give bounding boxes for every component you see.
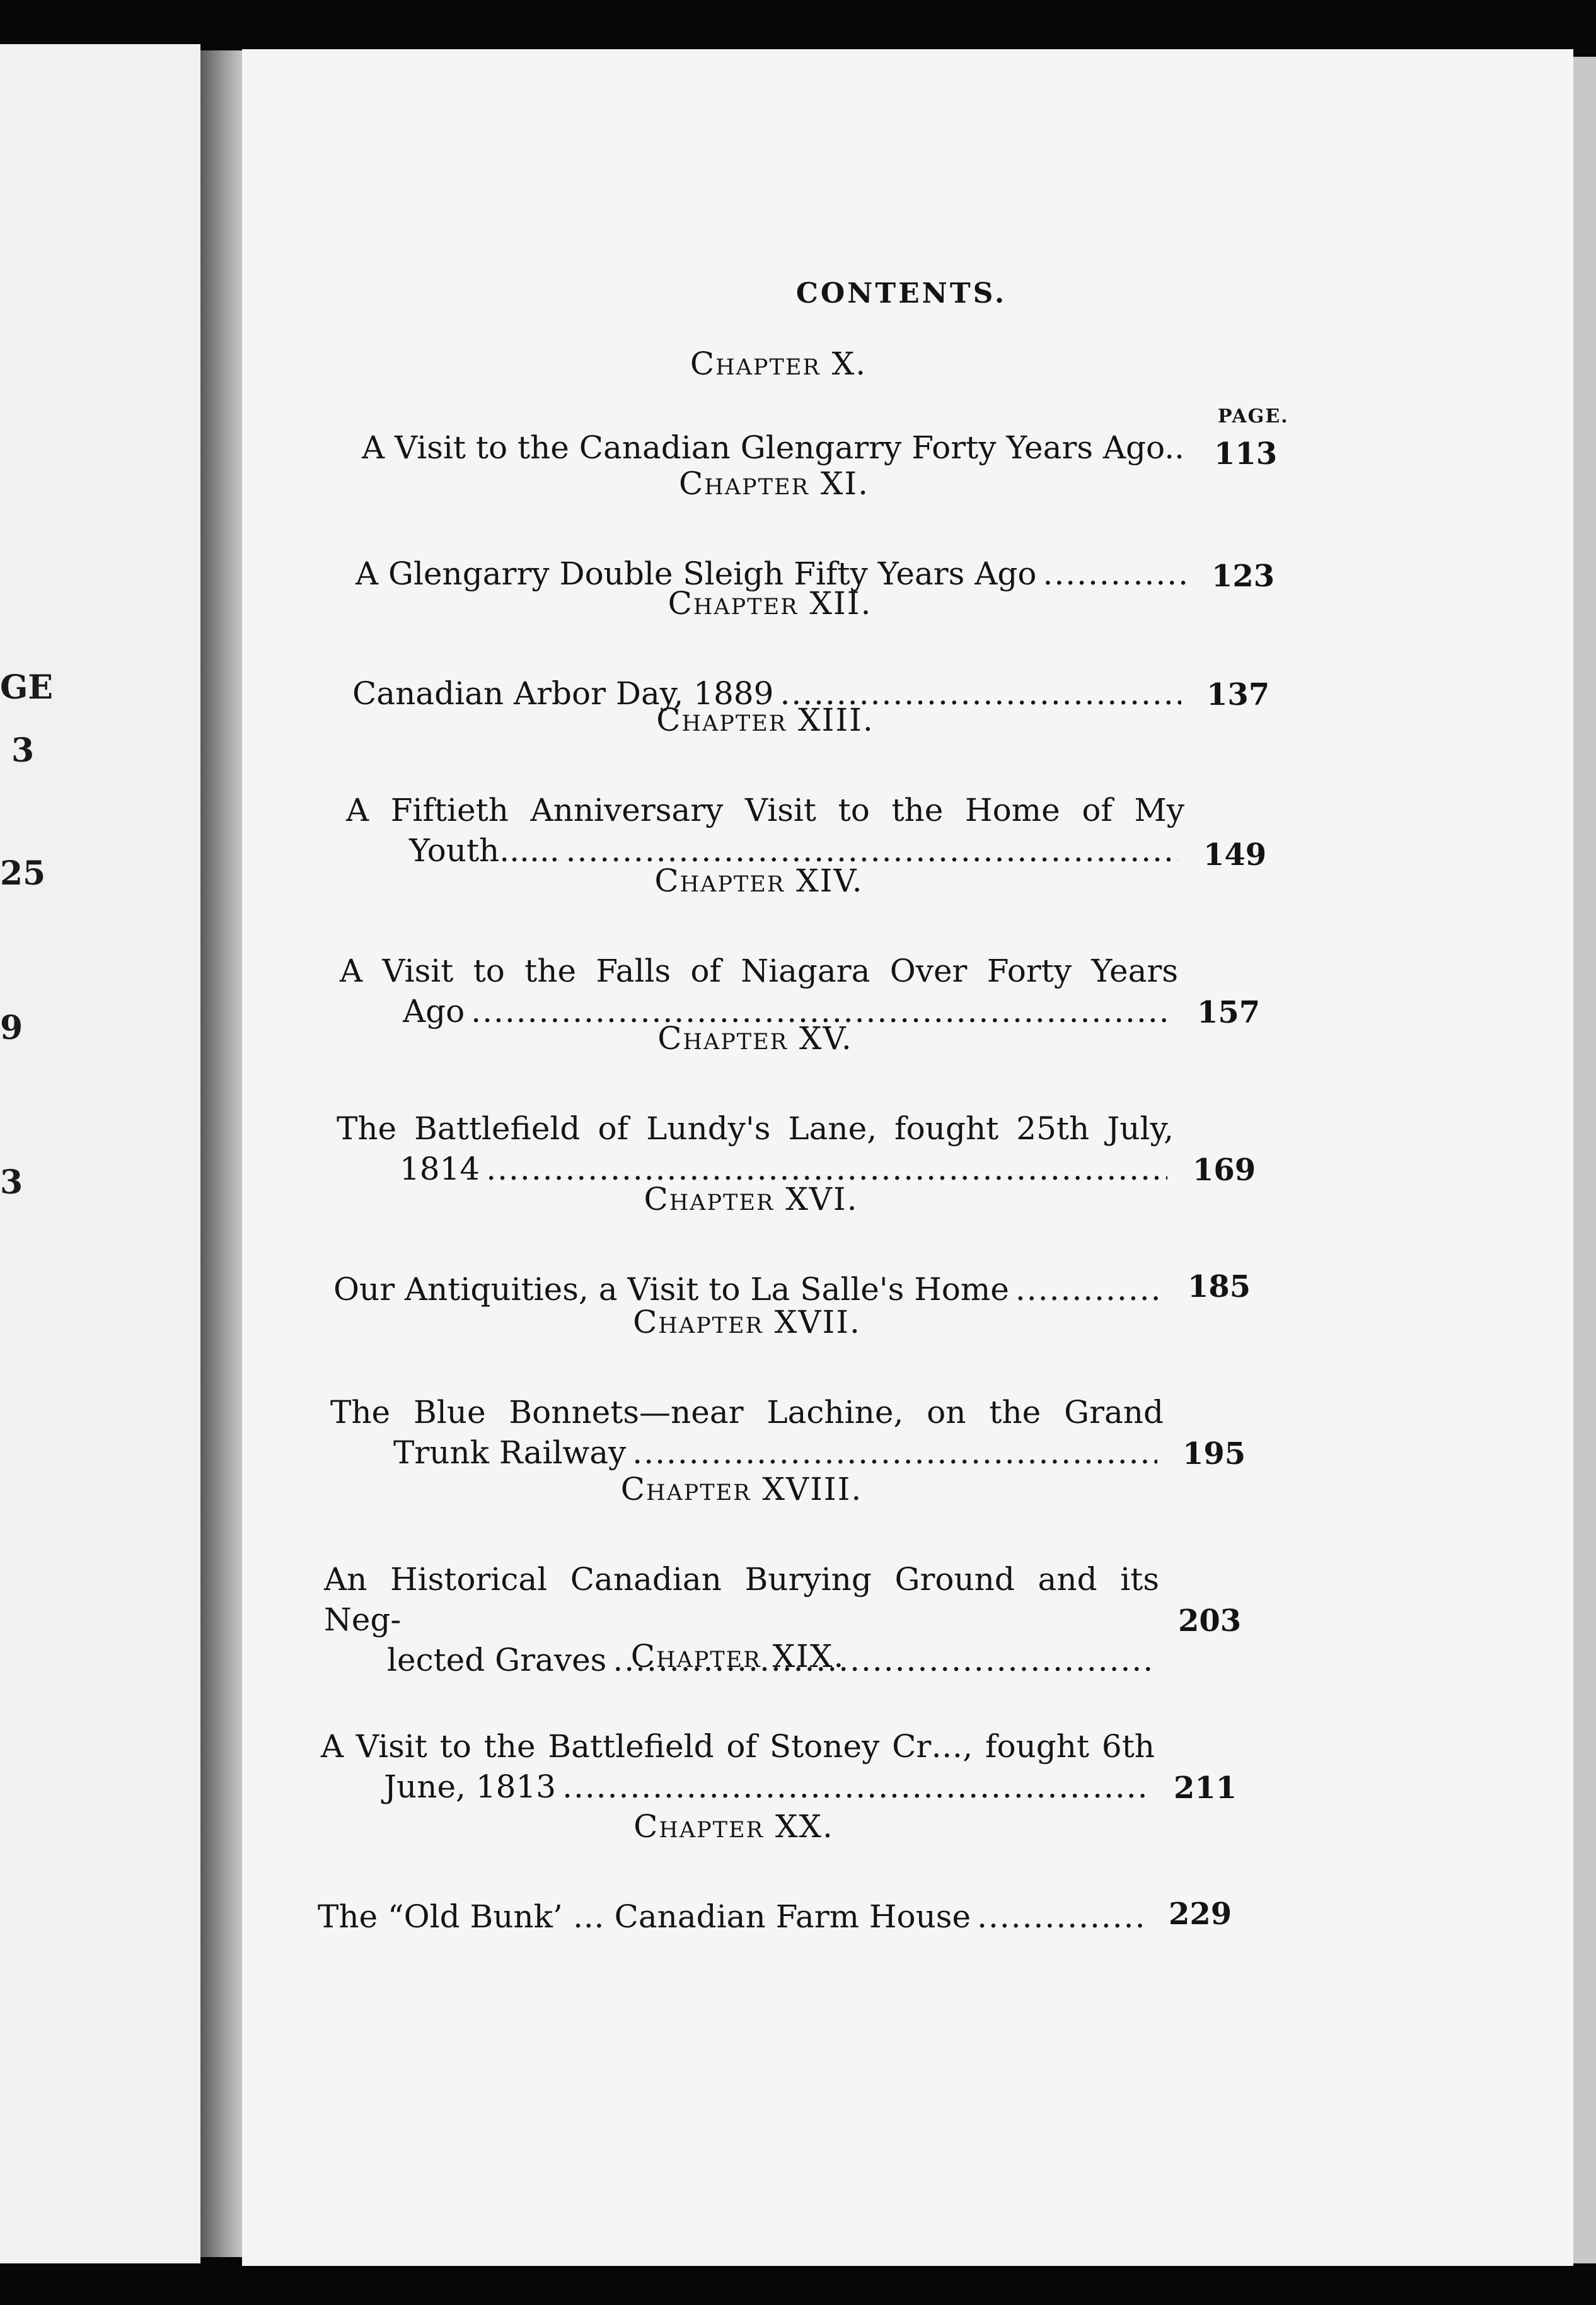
- toc-entry-title: A Visit to the Falls of Niagara Over Forty Years: [340, 953, 1178, 989]
- toc-entry-title: The Blue Bonnets—near Lachine, on the Grand: [330, 1394, 1164, 1431]
- toc-entry-title: A Fiftieth Anniversary Visit to the Home of My: [346, 792, 1184, 828]
- page-number: 113: [1214, 436, 1278, 472]
- chapter-heading: Chapter XVII.: [633, 1304, 861, 1340]
- dot-leader: [1043, 554, 1186, 594]
- toc-entry-title: The Battlefield of Lundy's Lane, fought 25th July,: [337, 1110, 1174, 1147]
- page-number: 203: [1178, 1603, 1242, 1639]
- facing-page: [0, 44, 200, 2263]
- dot-leader: [1015, 1269, 1162, 1309]
- page-number: 169: [1193, 1152, 1256, 1188]
- margin-fragment: 9: [0, 1009, 23, 1047]
- chapter-heading: Chapter XII.: [668, 585, 872, 622]
- toc-entry: [321, 1726, 1155, 1807]
- toc-entry-title-continued: lected Graves: [387, 1642, 607, 1678]
- toc-entry: [362, 427, 1195, 468]
- page-column-label: PAGE.: [1218, 405, 1289, 427]
- chapter-heading: Chapter XIII.: [656, 702, 874, 738]
- chapter-heading: Chapter XIX.: [630, 1638, 845, 1675]
- page-number: 149: [1203, 837, 1267, 873]
- dot-leader: [562, 1767, 1148, 1807]
- toc-entry-title: An Historical Canadian Burying Ground and its Neg-: [324, 1561, 1159, 1638]
- chapter-heading: Chapter X.: [690, 345, 867, 382]
- margin-fragment: 25: [0, 854, 46, 893]
- toc-entry: [330, 1392, 1164, 1473]
- margin-fragment: GE: [0, 668, 54, 707]
- toc-entry-title: The “Old Bunk’ … Canadian Farm House: [318, 1898, 971, 1935]
- book-gutter-shadow: [200, 50, 246, 2257]
- dot-leader: [632, 1432, 1157, 1473]
- contents-heading: CONTENTS.: [795, 277, 1007, 310]
- toc-entry: [318, 1896, 1150, 1937]
- chapter-heading: Chapter XX.: [633, 1808, 834, 1845]
- toc-entry-title: A Visit to the Canadian Glengarry Forty Years Ago..: [362, 429, 1185, 466]
- toc-entry-title: Canadian Arbor Day, 1889: [352, 675, 774, 712]
- toc-entry-title-continued: Ago: [403, 993, 465, 1030]
- chapter-heading: Chapter XIV.: [654, 862, 864, 899]
- margin-fragment: 3: [11, 731, 35, 770]
- page-edge: [1573, 57, 1596, 2263]
- toc-entry-title-continued: 1814: [400, 1151, 480, 1187]
- toc-entry-title-continued: Trunk Railway: [393, 1434, 627, 1471]
- toc-entry: [346, 790, 1184, 871]
- margin-fragment: 3: [0, 1163, 23, 1202]
- page-number: 137: [1206, 677, 1270, 712]
- page-number: 123: [1211, 559, 1275, 594]
- dot-leader: [977, 1896, 1143, 1937]
- chapter-heading: Chapter XI.: [679, 465, 869, 502]
- chapter-heading: Chapter XV.: [657, 1020, 853, 1057]
- page-number: 195: [1183, 1436, 1246, 1472]
- toc-entry-title-continued: Youth......: [409, 832, 560, 869]
- toc-entry: [340, 951, 1178, 1031]
- toc-entry: [337, 1108, 1174, 1189]
- toc-entry-title: A Visit to the Battlefield of Stoney Cr…, fought 6th: [321, 1728, 1155, 1765]
- toc-entry-title: Our Antiquities, a Visit to La Salle's Home: [333, 1271, 1009, 1308]
- page-number: 185: [1188, 1269, 1251, 1304]
- chapter-heading: Chapter XVI.: [644, 1181, 859, 1217]
- toc-entry-title-continued: June, 1813: [384, 1768, 557, 1805]
- page-number: 229: [1169, 1896, 1232, 1932]
- toc-entry-title: A Glengarry Double Sleigh Fifty Years Ago: [356, 555, 1037, 592]
- chapter-heading: Chapter XVIII.: [620, 1471, 863, 1507]
- page-number: 211: [1174, 1770, 1237, 1806]
- contents-page: [242, 49, 1573, 2266]
- page-number: 157: [1197, 995, 1261, 1030]
